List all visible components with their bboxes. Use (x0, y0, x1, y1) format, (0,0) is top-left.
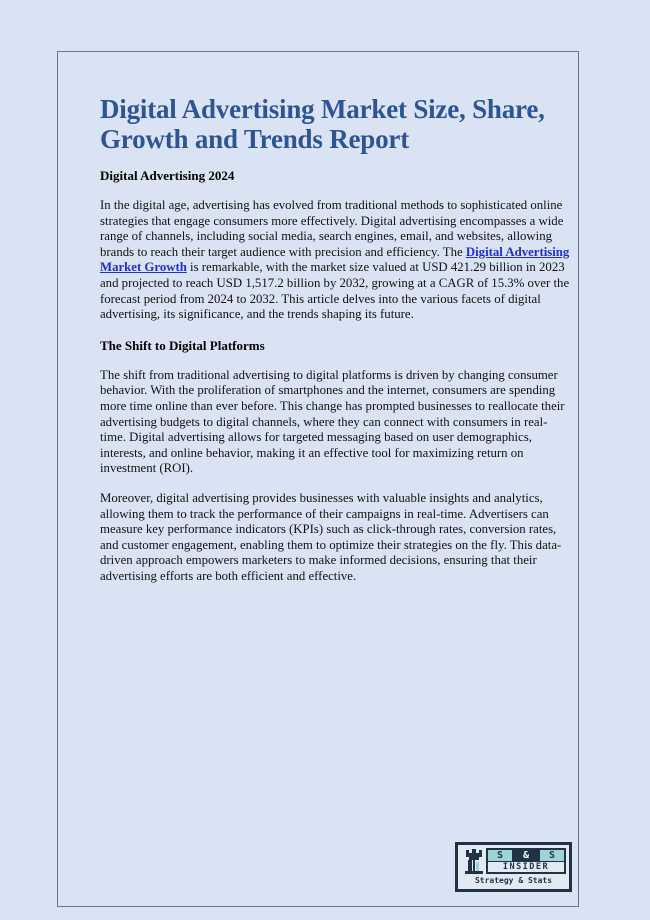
logo-badge (486, 848, 566, 874)
logo-letters (488, 850, 564, 861)
intro-text-before-link: In the digital age, advertising has evolved from traditional methods to sophisticated online strategies that engage consumers more effectively. Digital advertising encompasses a wide range of channels, including social media, search engines, email, and websites, allowing brands to reach their target audience with precision and efficiency. The (100, 198, 564, 259)
logo-letter-s-left: S (488, 850, 512, 861)
intro-paragraph (100, 198, 570, 323)
sns-insider-logo (455, 842, 572, 892)
section-heading-shift-to-digital: The Shift to Digital Platforms (100, 337, 265, 353)
logo-tagline: Strategy & Stats (474, 876, 553, 885)
document-subtitle: Digital Advertising 2024 (100, 168, 235, 183)
market-growth-link[interactable]: Digital Advertising Market Growth (100, 244, 570, 275)
logo-ampersand: & (514, 850, 538, 861)
chess-rook-icon (464, 849, 484, 875)
section-paragraph: The shift from traditional advertising to digital platforms is driven by changing consumer behavior. With the proliferation of smartphones and the internet, consumers are spending more time online than ever before. This change has prompted businesses to reallocate their advertising budgets to digital channels, where they can connect with consumers in real-time. Digital advertising allows for targeted messaging based on user demographics, interests, and online behavior, making it an effective tool for maximizing return on investment (ROI). (100, 367, 565, 476)
logo-name: INSIDER (488, 862, 564, 872)
section-paragraph: Moreover, digital advertising provides businesses with valuable insights and analytics, allowing them to track the performance of their campaigns in real-time. Advertisers can measure key performance indicators (KPIs) such as click-through rates, conversion rates, and customer engagement, enabling them to optimize their strategies on the fly. This data-driven approach empowers marketers to make informed decisions, ensuring that their advertising efforts are both efficient and effective. (100, 490, 562, 583)
document-body (100, 94, 570, 584)
logo-letter-s-right: S (540, 850, 564, 861)
document-title: Digital Advertising Market Size, Share, Growth and Trends Report (100, 94, 545, 154)
intro-text-after-link: is remarkable, with the market size valued at USD 421.29 billion in 2023 and projected to reach USD 1,517.2 billion by 2032, growing at a CAGR of 15.3% over the forecast period from 2024 to 2032. This article delves into the various facets of digital advertising, its significance, and the trends shaping its future. (100, 260, 570, 322)
